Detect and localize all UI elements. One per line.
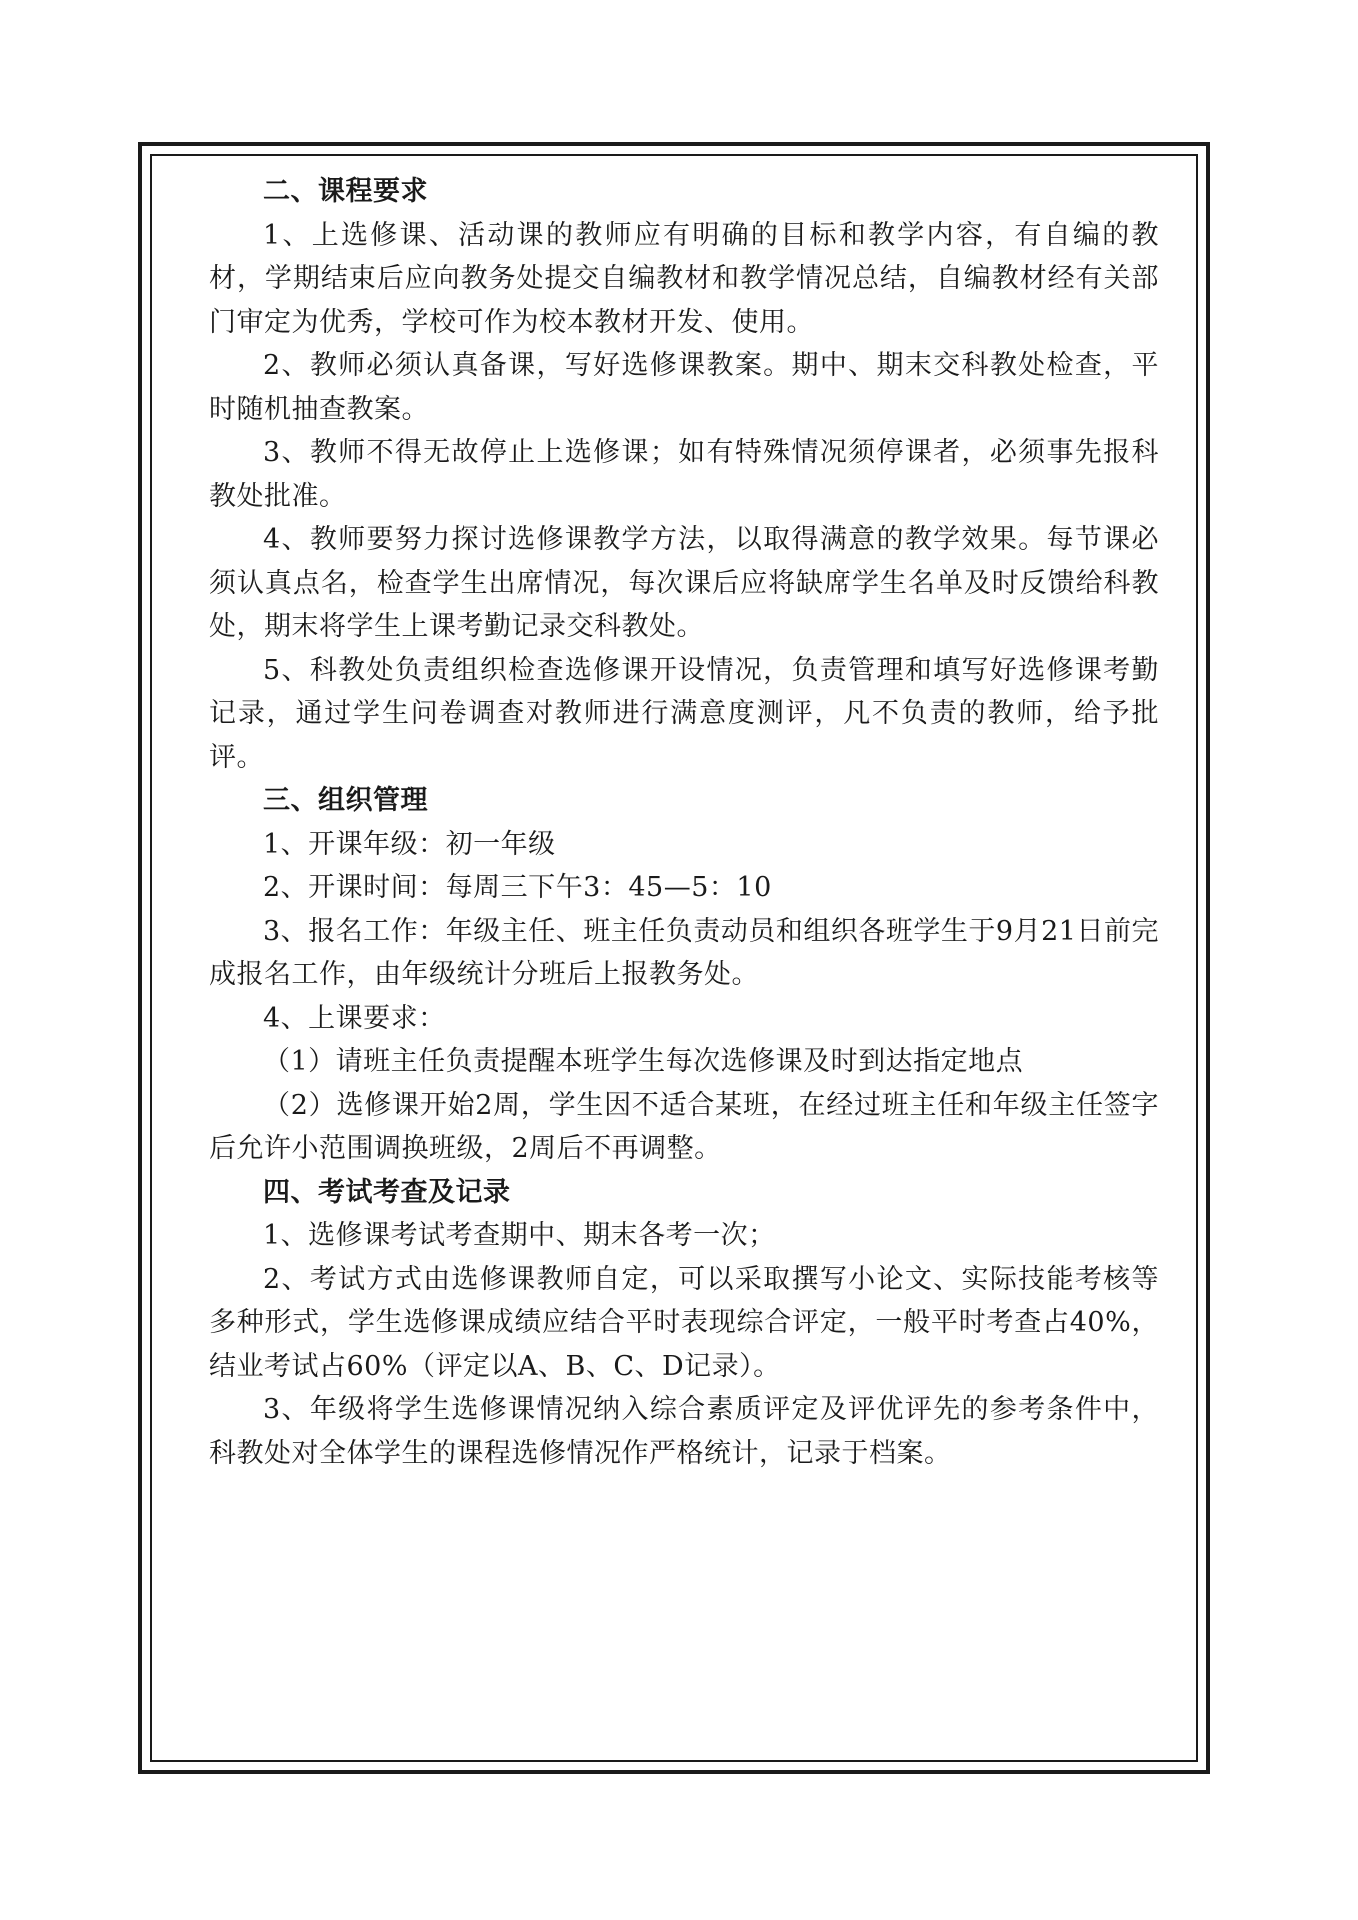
document-body	[209, 170, 1159, 1475]
paragraph: 1、开课年级：初一年级	[263, 828, 556, 860]
paragraph: 2、开课时间：每周三下午3：45—5：10	[263, 872, 772, 903]
section-heading-organization: 三、组织管理	[263, 785, 428, 816]
paragraph: 1、上选修课、活动课的教师应有明确的目标和教学内容，有自编的教材，学期结束后应向教务处提交自编教材和教学情况总结，自编教材经有关部门审定为优秀，学校可作为校本教材开发、使用。	[209, 219, 1159, 338]
paragraph: 5、科教处负责组织检查选修课开设情况，负责管理和填写好选修课考勤记录，通过学生问卷调查对教师进行满意度测评，凡不负责的教师，给予批评。	[209, 654, 1159, 773]
section-heading-exams: 四、考试考查及记录	[263, 1176, 511, 1208]
section-heading-course-requirements: 二、课程要求	[263, 176, 428, 207]
paragraph: （1）请班主任负责提醒本班学生每次选修课及时到达指定地点	[263, 1046, 1024, 1077]
paragraph: 1、选修课考试考查期中、期末各考一次；	[263, 1220, 776, 1251]
paragraph: 3、报名工作：年级主任、班主任负责动员和组织各班学生于9月21日前完成报名工作，由年级统计分班后上报教务处。	[209, 915, 1159, 990]
paragraph: （2）选修课开始2周，学生因不适合某班，在经过班主任和年级主任签字后允许小范围调换班级，2周后不再调整。	[209, 1089, 1159, 1164]
paragraph: 3、教师不得无故停止上选修课；如有特殊情况须停课者，必须事先报科教处批准。	[209, 437, 1159, 512]
paragraph: 2、教师必须认真备课，写好选修课教案。期中、期末交科教处检查，平时随机抽查教案。	[209, 350, 1159, 425]
paragraph: 4、教师要努力探讨选修课教学方法，以取得满意的教学效果。每节课必须认真点名，检查学生出席情况，每次课后应将缺席学生名单及时反馈给科教处，期末将学生上课考勤记录交科教处。	[209, 524, 1159, 642]
paragraph: 4、上课要求：	[263, 1002, 446, 1034]
paragraph: 3、年级将学生选修课情况纳入综合素质评定及评优评先的参考条件中，科教处对全体学生的课程选修情况作严格统计，记录于档案。	[209, 1394, 1159, 1469]
paragraph: 2、考试方式由选修课教师自定，可以采取撰写小论文、实际技能考核等多种形式，学生选修课成绩应结合平时表现综合评定，一般平时考查占40%，结业考试占60%（评定以A、B、C、D记录）。	[209, 1263, 1159, 1382]
